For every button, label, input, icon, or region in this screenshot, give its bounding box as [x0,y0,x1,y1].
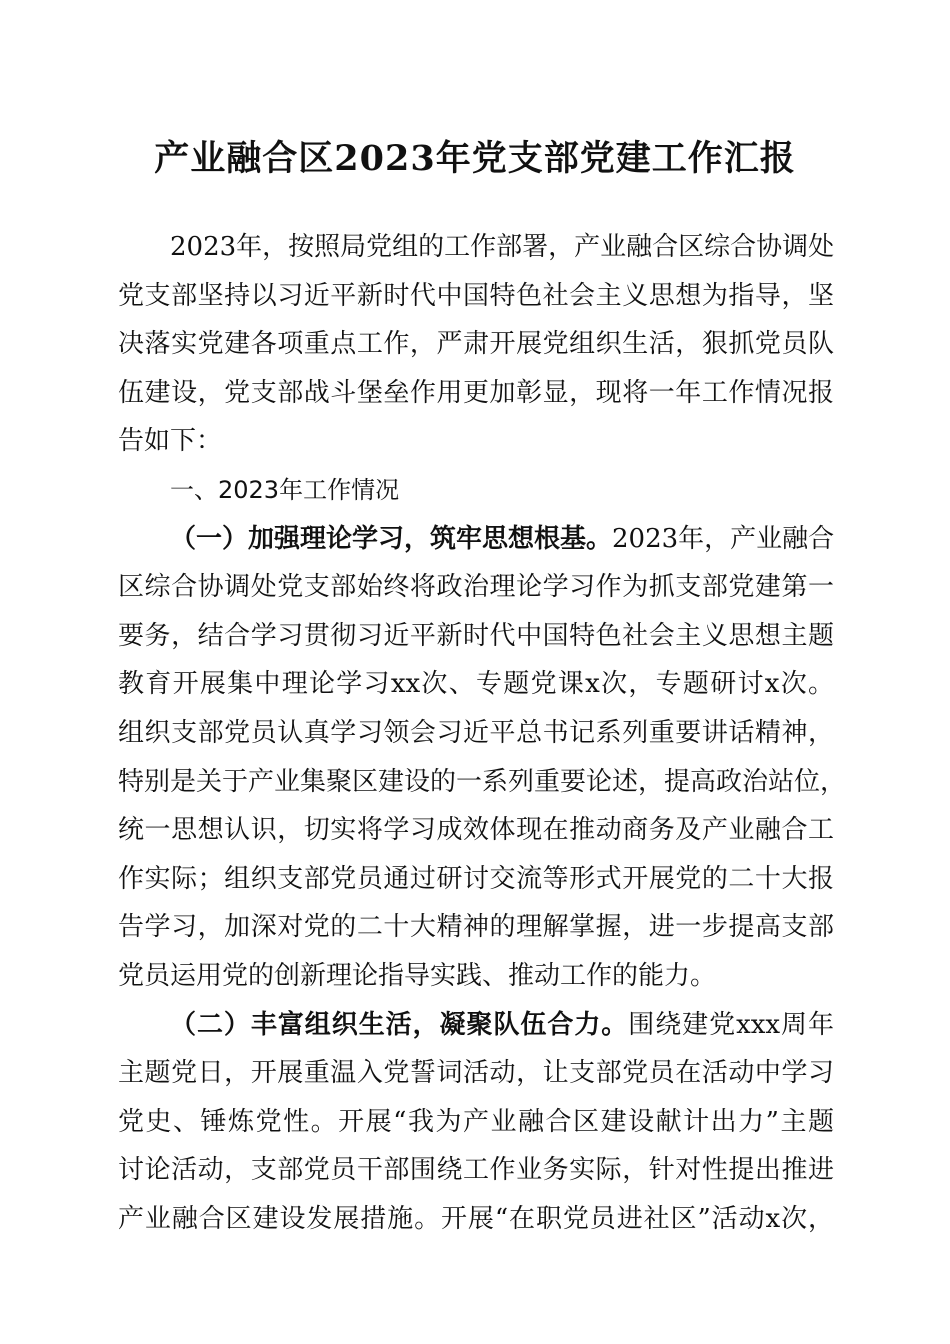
subsection-1-first-line [118,515,834,564]
intro-line: 决落实党建各项重点工作，严肃开展党组织生活，狠抓党员队 [118,329,834,360]
subsection-1-line: 要务，结合学习贯彻习近平新时代中国特色社会主义思想主题 [118,620,834,651]
section-heading: 一、2023年工作情况 [170,475,400,504]
subsection-1-line: 教育开展集中理论学习xx次、专题党课x次，专题研讨x次。 [118,669,834,700]
subsection-1-lead: （一）加强理论学习，筑牢思想根基。 [170,523,613,554]
subsection-1-line: 区综合协调处党支部始终将政治理论学习作为抓支部党建第一 [118,572,834,603]
intro-line: 党支部坚持以习近平新时代中国特色社会主义思想为指导，坚 [118,280,834,311]
document-body [118,223,847,1243]
subsection-2-line: 党史、锤炼党性。开展“我为产业融合区建设献计出力”主题 [118,1106,834,1137]
document-title: 产业融合区2023年党支部党建工作汇报 [154,138,796,179]
subsection-1-line: 告学习，加深对党的二十大精神的理解掌握，进一步提高支部 [118,912,834,943]
subsection-1-line: 党员运用党的创新理论指导实践、推动工作的能力。 [118,960,717,991]
subsection-2-text: 围绕建党xxx周年 [628,1009,834,1040]
intro-line: 2023年，按照局党组的工作部署，产业融合区综合协调处 [170,232,835,262]
subsection-1-line: 特别是关于产业集聚区建设的一系列重要论述，提高政治站位， [118,766,847,797]
subsection-1-line: 统一思想认识，切实将学习成效体现在推动商务及产业融合工 [118,815,834,846]
intro-line: 告如下： [118,426,223,457]
subsection-1-text: 2023年，产业融合 [612,523,835,554]
subsection-2-line: 产业融合区建设发展措施。开展“在职党员进社区”活动x次， [118,1203,834,1234]
subsection-2-line: 主题党日，开展重温入党誓词活动，让支部党员在活动中学习 [118,1058,834,1089]
subsection-1-line: 组织支部党员认真学习领会习近平总书记系列重要讲话精神， [118,717,834,748]
intro-line: 伍建设，党支部战斗堡垒作用更加彰显，现将一年工作情况报 [118,377,834,408]
subsection-2-line: 讨论活动，支部党员干部围绕工作业务实际，针对性提出推进 [118,1155,834,1186]
subsection-1-line: 作实际；组织支部党员通过研讨交流等形式开展党的二十大报 [118,863,834,894]
subsection-2-first-line [118,1001,834,1050]
subsection-2-lead: （二）丰富组织生活，凝聚队伍合力。 [170,1009,629,1040]
